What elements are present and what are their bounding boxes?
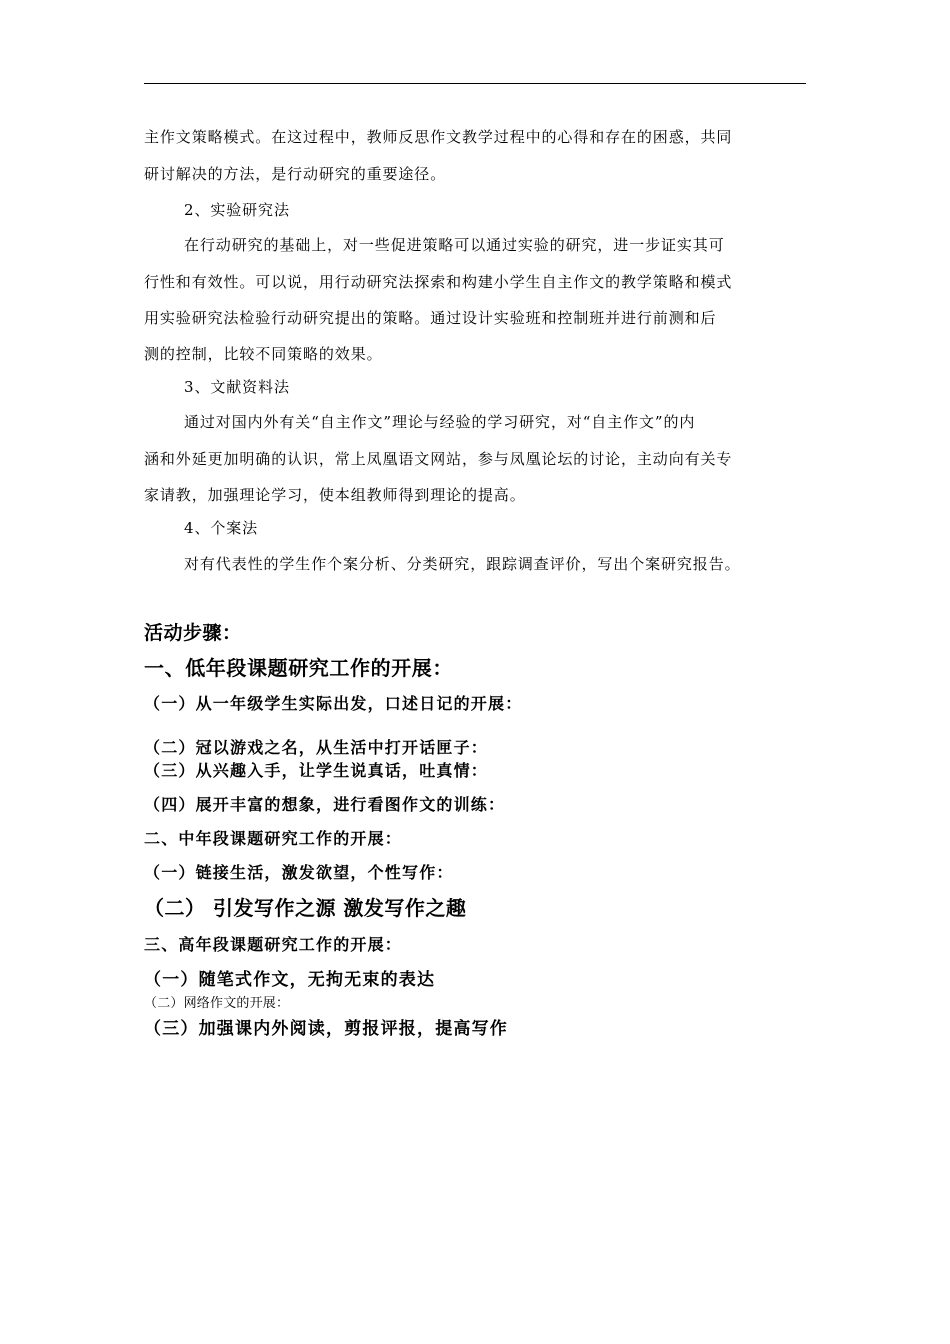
paragraph-line: 用实验研究法检验行动研究提出的策略。通过设计实验班和控制班并进行前测和后 — [144, 309, 717, 327]
subheading-mid-1: （一）链接生活，激发欲望，个性写作： — [144, 863, 454, 882]
paragraph-line: 在行动研究的基础上，对一些促进策略可以通过实验的研究，进一步证实其可 — [184, 236, 725, 254]
subheading-mid-2: （二） 引发写作之源 激发写作之趣 — [144, 896, 467, 920]
section-heading-mid-grade: 二、中年段课题研究工作的开展： — [144, 829, 403, 848]
paragraph-line: 主作文策略模式。在这过程中，教师反思作文教学过程中的心得和存在的困惑，共同 — [144, 128, 733, 146]
subheading-low-1: （一）从一年级学生实际出发，口述日记的开展： — [144, 694, 523, 713]
subheading-high-2: （二）网络作文的开展： — [144, 996, 290, 1011]
section-heading-low-grade: 一、低年段课题研究工作的开展： — [144, 656, 453, 680]
method-title-literature: 3、文献资料法 — [184, 378, 290, 396]
method-title-case: 4、个案法 — [184, 519, 259, 537]
header-rule — [144, 83, 806, 84]
paragraph-line: 对有代表性的学生作个案分析、分类研究，跟踪调查评价，写出个案研究报告。 — [184, 555, 741, 573]
paragraph-line: 家请教，加强理论学习，使本组教师得到理论的提高。 — [144, 486, 526, 504]
subheading-low-4: （四）展开丰富的想象，进行看图作文的训练： — [144, 795, 506, 814]
method-title-experiment: 2、实验研究法 — [184, 201, 290, 219]
section-heading-high-grade: 三、高年段课题研究工作的开展： — [144, 935, 403, 954]
paragraph-line: 通过对国内外有关“自主作文”理论与经验的学习研究，对“自主作文”的内 — [184, 413, 696, 431]
subheading-low-3: （三）从兴趣入手，让学生说真话，吐真情： — [144, 761, 489, 780]
paragraph-line: 研讨解决的方法，是行动研究的重要途径。 — [144, 165, 447, 183]
section-heading-activity-steps: 活动步骤： — [144, 622, 242, 644]
subheading-low-2: （二）冠以游戏之名，从生活中打开话匣子： — [144, 738, 489, 757]
subheading-high-3: （三）加强课内外阅读，剪报评报，提高写作 — [144, 1019, 508, 1039]
subheading-high-1: （一）随笔式作文，无拘无束的表达 — [144, 970, 436, 990]
paragraph-line: 测的控制，比较不同策略的效果。 — [144, 345, 383, 363]
paragraph-line: 行性和有效性。可以说，用行动研究法探索和构建小学生自主作文的教学策略和模式 — [144, 273, 733, 291]
paragraph-line: 涵和外延更加明确的认识，常上凤凰语文网站，参与凤凰论坛的讨论，主动向有关专 — [144, 450, 733, 468]
